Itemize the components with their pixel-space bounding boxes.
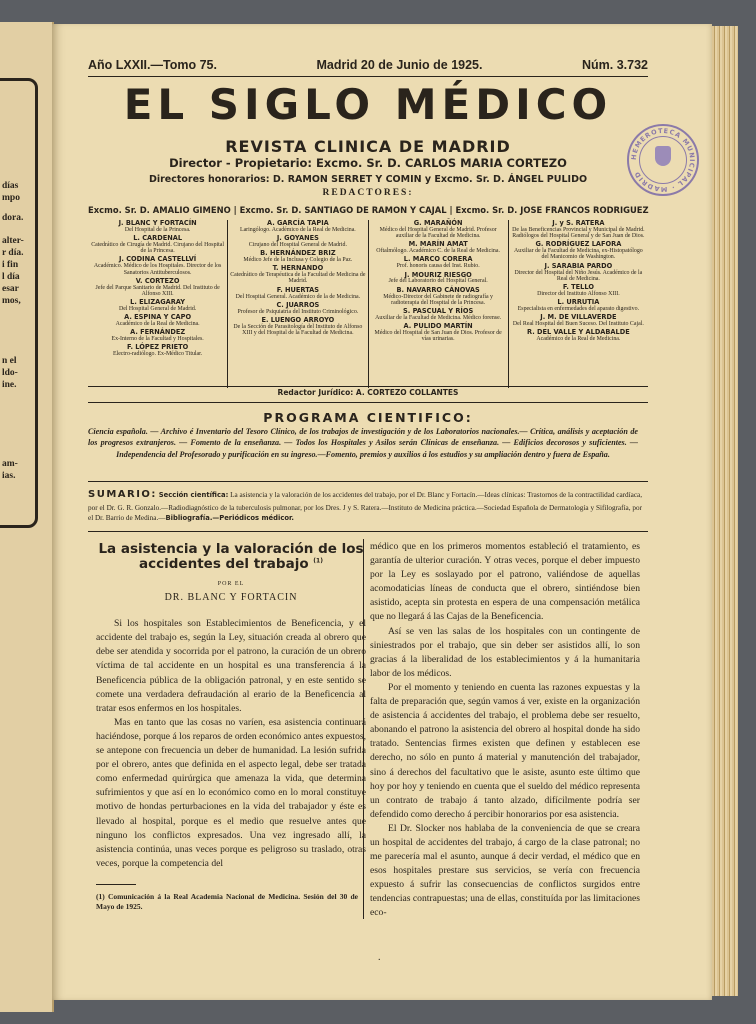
staff-name: G. MARAÑÓN [413,219,463,227]
sumario-bibliografia: Bibliografía. [165,513,213,522]
footnote-rule [96,884,136,885]
redactores-heading: REDACTORES: [322,188,414,198]
staff-entry [371,323,506,342]
coat-of-arms-icon [655,146,671,166]
staff-entry [371,272,506,285]
staff-entry [90,329,225,342]
staff-column [369,220,509,388]
programa-heading: PROGRAMA CIENTIFICO: [263,410,473,425]
staff-role: Médico del Hospital General de Madrid. Profesor auxiliar de la Facultad de Medicina. [379,226,497,240]
staff-role: Catedrático de Cirugía de Madrid. Cirujano del Hospital de la Princesa. [91,242,225,255]
staff-entry [230,265,365,284]
staff-entry [511,284,646,297]
staff-entry [90,278,225,297]
article-footnote: (1) Comunicación á la Real Academia Nacional de Medicina. Sesión del 30 de Mayo de 1925. [96,892,358,912]
staff-role: Electro-radiólogo. Ex-Médico Titular. [112,351,203,358]
staff-role: Médico del Hospital de San Juan de Dios. Profesor de vías urinarias. [374,329,502,343]
article-por: POR EL [217,580,245,587]
article-title [96,542,366,572]
left-snippet: i fin [2,260,19,270]
article-paragraph: El Dr. Slocker nos hablaba de la conveniencia de que se creara un hospital de accidentes del trabajo, á cargo de la clase patronal; no me parecería mal el asunto, aunque á decir verdad, el médico que en esos hospitales prestare sus servicios, se vería con frecuencia expuesto á sufrir las consecuencias de conflictos surgidos entre tendencias contrapuestas; una de ellas, constituída por las limitaciones eco- [370,822,640,919]
left-snippet: ias. [2,471,16,481]
library-stamp [627,124,699,196]
sumario-text: La asistencia y la valoración de los accidentes del trabajo, por el Dr. Blanc y Fortacín.—Ideas clínicas: Trastornos de la contractilidad cardíaca, por el Dr. G. R. Gonzalo.—Radiodiagnóstico de la tuberculosis pulmonar, por los Dres. J y S. Ratera.—Instituto de Medicina práctica.—Sociedad Española de Dermatología y Sifilografía, por el Dr. Barrio de Medina.— [88,491,643,522]
staff-name: F. HUERTAS [276,285,320,294]
director-line: Director - Propietario: Excmo. Sr. D. CARLOS MARIA CORTEZO [169,156,567,170]
programa-text: Ciencia española. — Archivo é Inventario del Tesoro Clínico, de los trabajos de investigación y de los Laboratorios nacionales.— Crítica, análisis y aceptación de los progresos extranjeros. — Fomento de la enseñanza. — Todos los Hospitales y Asilos serán Clínicas de enseñanza. — Edificios decorosos y suficientes. —Independencia del Profesorado y purificación en su ingreso.—Fomento, premios y auxilios á los estudios y su ampliación dentro y fuera de España. [88,427,638,459]
left-snippet: r día. [2,248,24,258]
left-snippet: días [2,181,19,191]
left-snippet: alter- [2,236,24,246]
masthead-title: EL SIGLO MÉDICO [123,80,613,129]
staff-name: C. JUARROS [276,300,320,309]
sumario-section: Sección científica: [158,491,229,499]
senior-editors: Excmo. Sr. D. AMALIO GIMENO | Excmo. Sr. D. SANTIAGO DE RAMON Y CAJAL | Excmo. Sr. D. JOSE FRANCOS RODRIGUEZ [88,205,649,215]
staff-role: Médico-Director del Gabinete de radiografía y radioterapia del Hospital de la Princesa. [383,293,493,306]
staff-entry [90,344,225,357]
staff-entry [371,308,506,321]
staff-entry [90,220,225,233]
article-title-text: La asistencia y la valoración de los accidentes del trabajo [98,541,364,572]
staff-role: Del Hospital de la Princesa. [124,226,191,233]
left-snippet: ldo- [2,368,18,378]
staff-name: R. DEL VALLE Y ALDABALDE [527,328,630,337]
staff-name: J. M. DE VILLAVERDE [540,313,617,322]
staff-name: L. MARCO CORERA [403,255,473,264]
staff-entry [230,302,365,315]
article-paragraph: Si los hospitales son Establecimientos de Beneficencia, y el accidente del trabajo es, según la Ley, situación creada al obrero que debe ser atendida y socorrida por el patrono, la curación de un obrero víctima de tal accidente en un hospital es una transferencia á la Beneficencia pública de la obligación patronal, y en este sentido se comete una verdadera defraudación al erario de la Beneficencia al tratar esos enfermos en los hospitales. [96,618,366,714]
staff-name: L. URRUTIA [557,298,600,306]
article-paragraph: Así se ven las salas de los hospitales con un contingente de siniestrados por el trabajo, que sin deber ser asistidos allí, lo son gracias á la liberalidad de los establecimientos y á la humanitaria labor de los médicos. [370,625,640,679]
staff-entry [90,299,225,312]
article-paragraph: Por el momento y teniendo en cuenta las razones expuestas y la falta de preparación que, según vamos á ver, existe en la organización de asistencia á accidentes del trabajo, el problema debe ser resuelto, abonando el patrono la asistencia del obrero al hospital donde ha sido tratado. Sentencias firmes existen que definen y establecen ese derecho, no sólo en punto á material y manutención del trabajador, sino á derechos del facultativo que le asiste, asunto este último que hoy por hoy y teniendo en cuenta que el sueldo del médico representa un contrato de trabajo á tanto alzado, difícilmente podría ser defendido como derecho á percibir honorarios por esa asistencia. [370,681,640,820]
staff-name: F. LÓPEZ PRIETO [126,343,189,352]
programa-rule [88,481,648,482]
article-left-column [96,538,366,871]
issue-header [88,58,648,72]
staff-entry [371,256,506,269]
left-snippet: dora. [2,213,24,223]
staff-name: B. HERNÁNDEZ BRIZ [260,249,336,258]
staff-name: J. BLANC Y FORTACÍN [118,219,197,227]
staff-role: Auxiliar de la Facultad de Medicina, ex-Histopatólogo del Manicomio de Washington. [514,248,643,261]
staff-name: F. TELLO [562,282,594,291]
sumario-rule [88,531,648,532]
masthead-subtitle: REVISTA CLINICA DE MADRID [225,137,511,156]
staff-entry [511,299,646,312]
left-snippet: mos, [2,296,21,306]
honorary-directors: Directores honorarios: D. RAMON SERRET Y COMIN y Excmo. Sr. D. ÁNGEL PULIDO [148,174,588,185]
staff-role: Académico de la Real de Medicina. [115,321,200,328]
left-snippet: n el [2,356,17,366]
article-author: DR. BLANC Y FORTACIN [164,591,298,603]
staff-role: Cirujano del Hospital General de Madrid. [248,242,347,249]
staff-role: Director del Instituto Alfonso XIII. [537,290,620,297]
page-marker: . [378,952,381,963]
left-snippet: am- [2,459,18,469]
staff-entry [371,287,506,306]
left-snippet: esar [2,284,19,294]
staff-role: De la Sección de Parasitología del Instituto de Alfonso XIII y del Hospital de la Facultad de Medicina. [233,323,363,336]
newspaper-page [52,24,712,1000]
staff-entry [511,329,646,342]
page-stack-edge [712,26,738,996]
staff-entry [371,220,506,239]
staff-entry [230,220,365,233]
staff-entry [371,241,506,254]
staff-name: G. RODRÍGUEZ LAFORA [535,240,622,249]
staff-name: V. CORTEZO [135,276,180,285]
staff-entry [511,220,646,239]
staff-role: Académico de la Real de Medicina. [536,336,621,343]
staff-name: A. GARCÍA TAPIA [266,219,329,227]
staff-entry [230,250,365,263]
staff-role: Del Real Hospital del Buen Suceso. Del Instituto Cajal. [512,321,644,328]
volume-label: Año LXXII.—Tomo 75. [88,58,217,72]
staff-name: A. FERNÁNDEZ [130,328,186,337]
staff-entry [90,314,225,327]
staff-name: J. MOURIZ RIESGO [404,270,472,279]
staff-role: Ex-Interno de la Facultad y Hospitales. [111,336,204,343]
staff-role: Del Hospital General de Madrid. [118,305,197,312]
juridico-rule [88,402,648,403]
staff-role: Especialista en enfermedades del aparato digestivo. [517,305,640,312]
article-paragraph: médico que en los primeros momentos estableció el tratamiento, es garantía de ulterior curación. Y otras veces, porque el deber impuesto por la Ley es soslayado por el patrono, valiéndose de aquellas acomodaticias líneas de conducta que el obrero, sintiéndose bien asistido, acepta sin protesta en espera de una compensación metálica que no llegará á las Cajas de la Beneficencia. [370,541,640,623]
header-rule [88,76,648,77]
legal-editor: Redactor Jurídico: A. CORTEZO COLLANTES [277,388,459,397]
staff-entry [90,235,225,254]
sumario-label: SUMARIO: [88,489,157,500]
staff-role: De las Beneficencias Provincial y Municipal de Madrid. Radiólogos del Hospital General y de San Juan de Dios. [512,226,645,240]
staff-name: A. PULIDO MARTÍN [403,322,473,331]
staff-rule [88,386,648,387]
staff-name: E. LUENGO ARROYO [261,315,335,324]
staff-role: Laringólogo. Académico de la Real de Medicina. [239,226,356,233]
left-snippet: l día [2,272,20,282]
staff-name: J. SARABIA PARDO [544,261,613,270]
previous-page-edge [0,22,54,1012]
sumario-end: —Periódicos médicor. [212,513,295,522]
article-paragraph: Mas en tanto que las cosas no varíen, esa asistencia continuará haciéndose, porque á los reparos de orden económico antes expuestos, se antepone con frecuencia un deber de humanidad. La lesión sufrida por el obrero, antes que definida en el aspecto legal, debe ser tratada como enfermedad quirúrgica que amenaza la vida, que determina sufrimientos y que así en lo económico como en lo moral constituye motivo de hondas perturbaciones en la vida del trabajador y éste es llevado al hospital, porque es el medio que resuelve antes que ninguno los conflictos expresados. Una vez ingresado allí, la asistencia continúa, unas veces porque es peligroso su traslado, otras veces, porque la competencia del [96,716,366,869]
staff-name: J. y S. RATERA [552,219,605,227]
staff-column [509,220,648,388]
staff-role: Jefe del Laboratorio del Hospital General. [388,278,488,285]
staff-role: Prof. honoris causa del Inst. Rubio. [396,263,480,270]
issue-date: Madrid 20 de Junio de 1925. [316,58,483,72]
staff-entry [230,317,365,336]
left-snippet: ine. [2,380,17,390]
staff-column [228,220,368,388]
issue-number: Núm. 3.732 [581,58,648,72]
staff-entry [511,241,646,260]
staff-name: A. ESPINA Y CAPO [124,313,192,322]
article-right-column [370,540,640,921]
staff-name: J. CODINA CASTELLVÍ [118,255,197,264]
staff-name: L. CARDENAL [133,234,183,243]
staff-role: Director del Hospital del Niño Jesús. Académico de la Real de Medicina. [514,269,643,282]
staff-name: J. GOYANES [276,234,319,243]
staff-role: Médico Jefe de la Inclusa y Colegio de la Paz. [243,257,353,264]
column-divider [363,539,364,919]
left-snippet: mpo [2,193,20,203]
stamp-text: HEMEROTECA MUNICIPAL · MADRID [629,126,697,194]
sumario-block [88,488,642,524]
staff-entry [230,235,365,248]
staff-name: B. NAVARRO CÁNOVAS [396,285,480,294]
staff-role: Jefe del Parque Sanitario de Madrid. Del Instituto de Alfonso XIII. [95,284,220,297]
staff-role: Oftalmólogo. Académico C. de la Real de Medicina. [376,248,500,255]
staff-entry [511,263,646,282]
staff-role: Catedrático de Terapéutica de la Facultad de Medicina de Madrid. [230,272,366,285]
staff-entry [230,287,365,300]
staff-name: T. HERNANDO [272,264,324,273]
staff-role: Académico. Médico de los Hospitales. Director de los Sanatorios Antituberculosos. [93,263,222,276]
footnote-mark: (1) [313,557,323,565]
staff-role: Del Hospital General. Académico de la de Medicina. [235,293,361,300]
staff-name: L. ELIZAGARAY [130,298,186,306]
staff-entry [90,256,225,275]
staff-directory [88,220,648,388]
staff-role: Profesor de Psiquiatría del Instituto Criminológico. [237,308,359,315]
staff-name: M. MARÍN AMAT [408,240,468,249]
staff-name: S. PASCUAL Y RÍOS [403,306,474,315]
staff-entry [511,314,646,327]
staff-column [88,220,228,388]
staff-role: Auxiliar de la Facultad de Medicina. Médico forense. [375,314,502,321]
